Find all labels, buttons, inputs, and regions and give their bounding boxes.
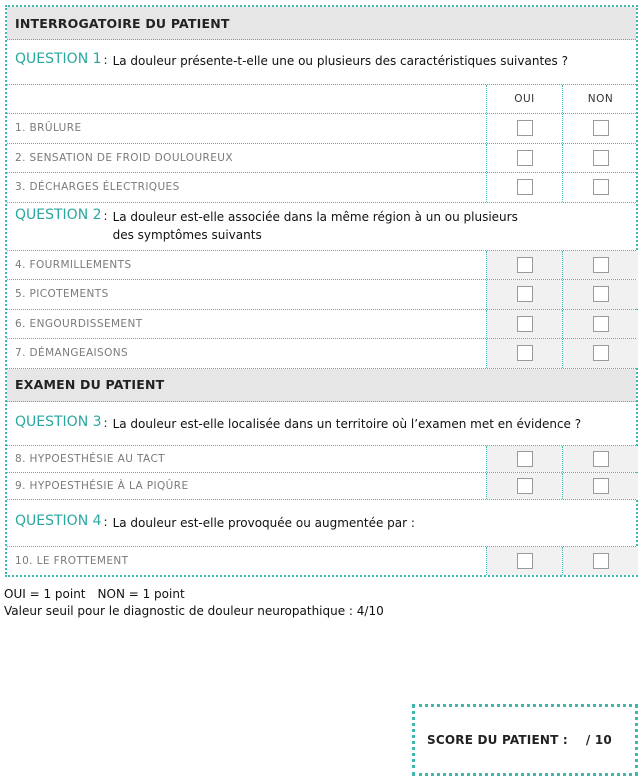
item-label: 10. LE FROTTEMENT [15, 554, 129, 567]
oui-checkbox[interactable] [517, 345, 533, 361]
points-oui: OUI = 1 point [4, 587, 86, 601]
non-checkbox[interactable] [593, 150, 609, 166]
section-examen [7, 369, 636, 402]
non-checkbox[interactable] [593, 345, 609, 361]
non-checkbox[interactable] [593, 451, 609, 467]
non-checkbox[interactable] [593, 316, 609, 332]
oui-checkbox[interactable] [517, 316, 533, 332]
item-row [7, 144, 636, 174]
item-row [7, 547, 636, 575]
item-label: 6. ENGOURDISSEMENT [15, 317, 143, 330]
item-row [7, 173, 636, 203]
section-interrogatoire [7, 7, 636, 40]
question-text: La douleur présente-t-elle une ou plusieurs des caractéristiques suivantes ? [112, 54, 568, 68]
question-label: QUESTION 3 [15, 413, 102, 430]
question-text: La douleur est-elle localisée dans un territoire où l’examen met en évidence ? [112, 416, 582, 431]
item-label: 2. SENSATION DE FROID DOULOUREUX [15, 151, 233, 164]
question-text: La douleur est-elle provoquée ou augmentée par : [112, 515, 415, 530]
question-2 [7, 203, 636, 251]
column-header-non: NON [587, 93, 614, 105]
item-row [7, 473, 636, 500]
non-checkbox[interactable] [593, 286, 609, 302]
threshold-note: Valeur seuil pour le diagnostic de douleur neuropathique : 4/10 [4, 603, 384, 618]
column-header-oui: OUI [514, 93, 535, 105]
oui-checkbox[interactable] [517, 257, 533, 273]
oui-checkbox[interactable] [517, 478, 533, 494]
non-checkbox[interactable] [593, 179, 609, 195]
item-label: 3. DÉCHARGES ÉLECTRIQUES [15, 181, 180, 194]
patient-score-box [412, 704, 638, 776]
oui-checkbox[interactable] [517, 179, 533, 195]
question-text-line: La douleur est-elle associée dans la même région à un ou plusieurs [112, 209, 518, 224]
question-separator: : [103, 208, 108, 223]
non-checkbox[interactable] [593, 120, 609, 136]
item-row [7, 310, 636, 340]
score-total: / 10 [585, 733, 612, 747]
item-row [7, 339, 636, 369]
oui-checkbox[interactable] [517, 286, 533, 302]
question-separator: : [103, 53, 108, 67]
points-non: NON = 1 point [97, 587, 185, 601]
item-label: 7. DÉMANGEAISONS [15, 347, 129, 360]
question-1 [7, 40, 636, 85]
oui-checkbox[interactable] [517, 451, 533, 467]
question-label: QUESTION 1 [15, 51, 102, 67]
item-row [7, 251, 636, 281]
question-4 [7, 500, 636, 547]
question-3 [7, 402, 636, 446]
section-title: EXAMEN DU PATIENT [15, 377, 165, 392]
item-row [7, 280, 636, 310]
column-header-row [7, 85, 636, 114]
non-checkbox[interactable] [593, 553, 609, 569]
item-label: 5. PICOTEMENTS [15, 288, 109, 301]
oui-checkbox[interactable] [517, 150, 533, 166]
item-label: 1. BRÛLURE [15, 122, 82, 135]
dn4-questionnaire [5, 5, 638, 577]
item-label: 9. HYPOESTHÉSIE À LA PIQÛRE [15, 479, 189, 492]
question-separator: : [103, 415, 108, 430]
non-checkbox[interactable] [593, 478, 609, 494]
score-label: SCORE DU PATIENT : [427, 733, 568, 747]
section-title: INTERROGATOIRE DU PATIENT [15, 15, 230, 31]
item-row [7, 114, 636, 144]
scoring-note [4, 586, 384, 619]
item-label: 8. HYPOESTHÉSIE AU TACT [15, 452, 165, 465]
question-text-line: des symptômes suivants [112, 227, 262, 242]
question-text [113, 207, 518, 250]
item-label: 4. FOURMILLEMENTS [15, 258, 132, 271]
question-label: QUESTION 2 [15, 206, 102, 223]
oui-checkbox[interactable] [517, 120, 533, 136]
non-checkbox[interactable] [593, 257, 609, 273]
item-row [7, 446, 636, 473]
oui-checkbox[interactable] [517, 553, 533, 569]
question-separator: : [103, 514, 108, 529]
question-label: QUESTION 4 [15, 512, 102, 529]
